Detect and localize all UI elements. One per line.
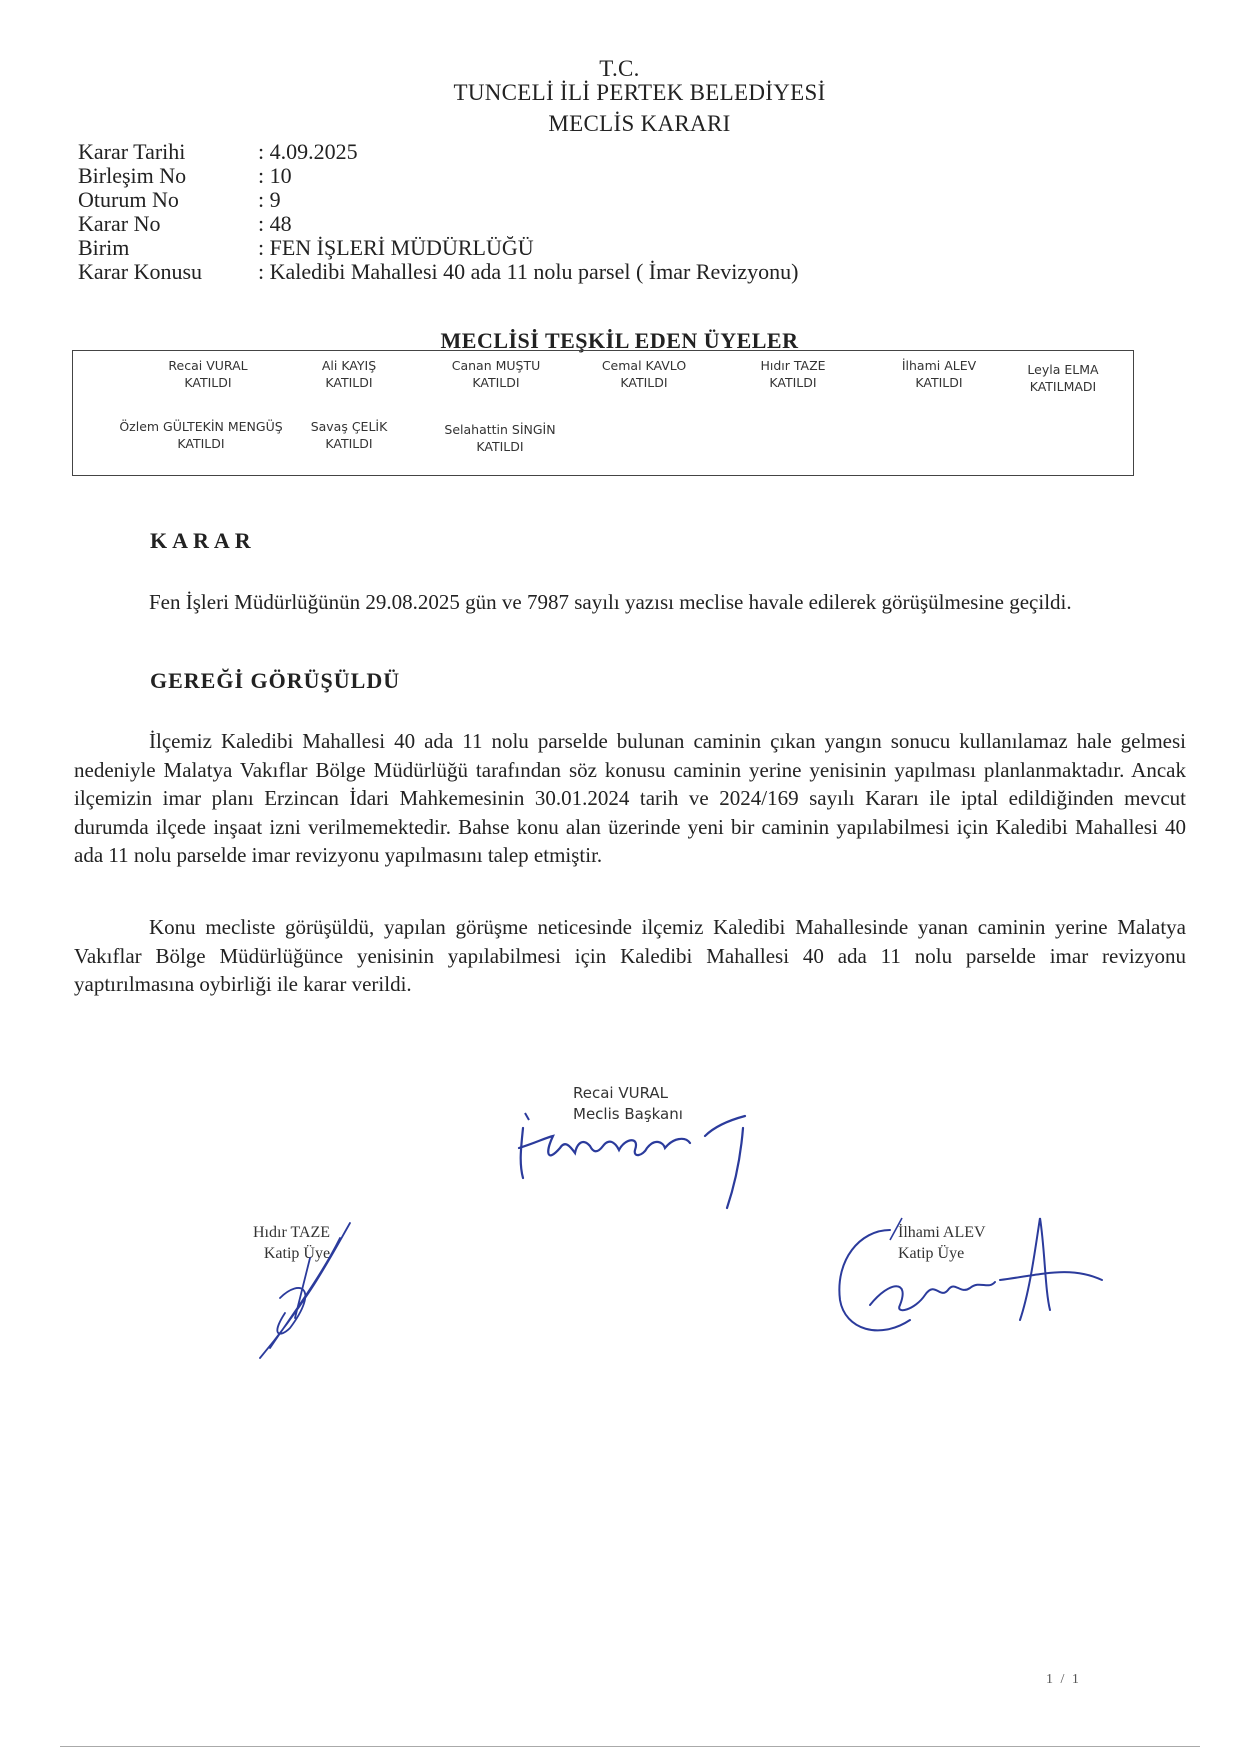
header-municipality: TUNCELİ İLİ PERTEK BELEDİYESİ (453, 80, 826, 105)
chair-signature (515, 1108, 785, 1218)
meta-value: : 4.09.2025 (258, 139, 358, 164)
meta-row-sitting (78, 188, 798, 212)
member-item (119, 418, 282, 452)
geregi-heading: GEREĞİ GÖRÜŞÜLDÜ (150, 668, 401, 693)
member-status: KATILDI (915, 375, 963, 390)
members-box (72, 350, 1134, 476)
members-title: MECLİSİ TEŞKİL EDEN ÜYELER (440, 328, 799, 353)
chair-name: Recai VURAL (573, 1084, 669, 1102)
member-item (902, 357, 976, 391)
clerk1-name: Hıdır TAZE (253, 1224, 331, 1241)
clerk1-signature (250, 1218, 360, 1368)
meta-value: : 9 (258, 187, 281, 212)
member-item (444, 421, 555, 455)
meta-value: : Kaledibi Mahallesi 40 ada 11 nolu parsel ( İmar Revizyonu) (258, 259, 799, 284)
member-item (168, 357, 247, 391)
clerk2-name: İlhami ALEV (898, 1224, 986, 1241)
member-status: KATILDI (620, 375, 668, 390)
clerk1-title: Katip Üye (263, 1245, 331, 1262)
member-name: Cemal KAVLO (601, 358, 687, 373)
meta-value: : 10 (258, 163, 292, 188)
member-name: Leyla ELMA (1027, 362, 1099, 377)
meta-row-decision-no (78, 212, 798, 236)
meta-value: : FEN İŞLERİ MÜDÜRLÜĞÜ (258, 235, 534, 260)
meta-label: Birleşim No (78, 163, 187, 188)
header-country: T.C. (599, 56, 640, 81)
page-number: 1 / 1 (1046, 1672, 1081, 1687)
member-status: KATILDI (177, 436, 225, 451)
member-item (322, 357, 376, 391)
member-item (1027, 361, 1098, 395)
member-status: KATILDI (184, 375, 232, 390)
header-document-type: MECLİS KARARI (548, 111, 731, 136)
meta-row-subject (78, 260, 798, 284)
meta-label: Birim (78, 235, 130, 260)
member-status: KATILDI (472, 375, 520, 390)
bottom-edge-line (60, 1746, 1200, 1747)
member-name: Selahattin SİNGİN (444, 422, 556, 437)
meta-row-unit (78, 236, 798, 260)
member-status: KATILDI (476, 439, 524, 454)
member-name: Canan MUŞTU (451, 358, 541, 373)
member-item (311, 418, 388, 452)
meta-label: Oturum No (78, 187, 179, 212)
member-status: KATILDI (769, 375, 817, 390)
member-name: Savaş ÇELİK (310, 419, 388, 434)
chair-title: Meclis Başkanı (573, 1105, 683, 1123)
meta-label: Karar Tarihi (78, 139, 186, 164)
meta-row-date (78, 140, 798, 164)
clerk2-title: Katip Üye (898, 1245, 965, 1262)
member-item (602, 357, 686, 391)
decision-paragraph-2: Konu mecliste görüşüldü, yapılan görüşme neticesinde ilçemiz Kaledibi Mahallesinde yanan caminin yerine Malatya Vakıflar Bölge Müdürlüğünce yenisinin yapılabilmesi için Kaledibi Mahallesi 40 ada 11 nolu parselde imar revizyonu yaptırılmasına oybirliği ile karar verildi. (74, 915, 1186, 996)
member-name: Hıdır TAZE (760, 358, 826, 373)
decision-paragraph-1: İlçemiz Kaledibi Mahallesi 40 ada 11 nolu parselde bulunan caminin çıkan yangın sonucu kullanılamaz hale gelmesi nedeniyle Malatya Vakıflar Bölge Müdürlüğü tarafından söz konusu caminin yerine yenisinin yapılması planlanmaktadır. Ancak ilçemizin imar planı Erzincan İdari Mahkemesinin 30.01.2024 tarih ve 2024/169 sayılı Kararı ile iptal edildiğinden mevcut durumda ilçede inşaat izni verilmemektedir. Bahse konu alan üzerinde yeni bir caminin yapılabilmesi için Kaledibi Mahallesi 40 ada 11 nolu parselde imar revizyonu yapılmasını talep etmiştir. (74, 729, 1186, 867)
clerk2-signature (830, 1210, 1110, 1345)
decision-meta (78, 140, 798, 284)
member-name: Recai VURAL (168, 358, 248, 373)
member-name: Özlem GÜLTEKİN MENGÜŞ (119, 419, 283, 434)
karar-heading: KARAR (150, 528, 256, 553)
meta-label: Karar Konusu (78, 259, 203, 284)
member-item (452, 357, 541, 391)
member-status: KATILDI (325, 375, 373, 390)
member-status: KATILMADI (1029, 379, 1097, 394)
meta-label: Karar No (78, 211, 161, 236)
member-name: İlhami ALEV (901, 358, 977, 373)
karar-text: Fen İşleri Müdürlüğünün 29.08.2025 gün ve 7987 sayılı yazısı meclise havale edilerek görüşülmesine geçildi. (149, 590, 1072, 614)
meta-row-session (78, 164, 798, 188)
member-item (760, 357, 825, 391)
member-name: Ali KAYIŞ (321, 358, 377, 373)
member-status: KATILDI (325, 436, 373, 451)
meta-value: : 48 (258, 211, 292, 236)
